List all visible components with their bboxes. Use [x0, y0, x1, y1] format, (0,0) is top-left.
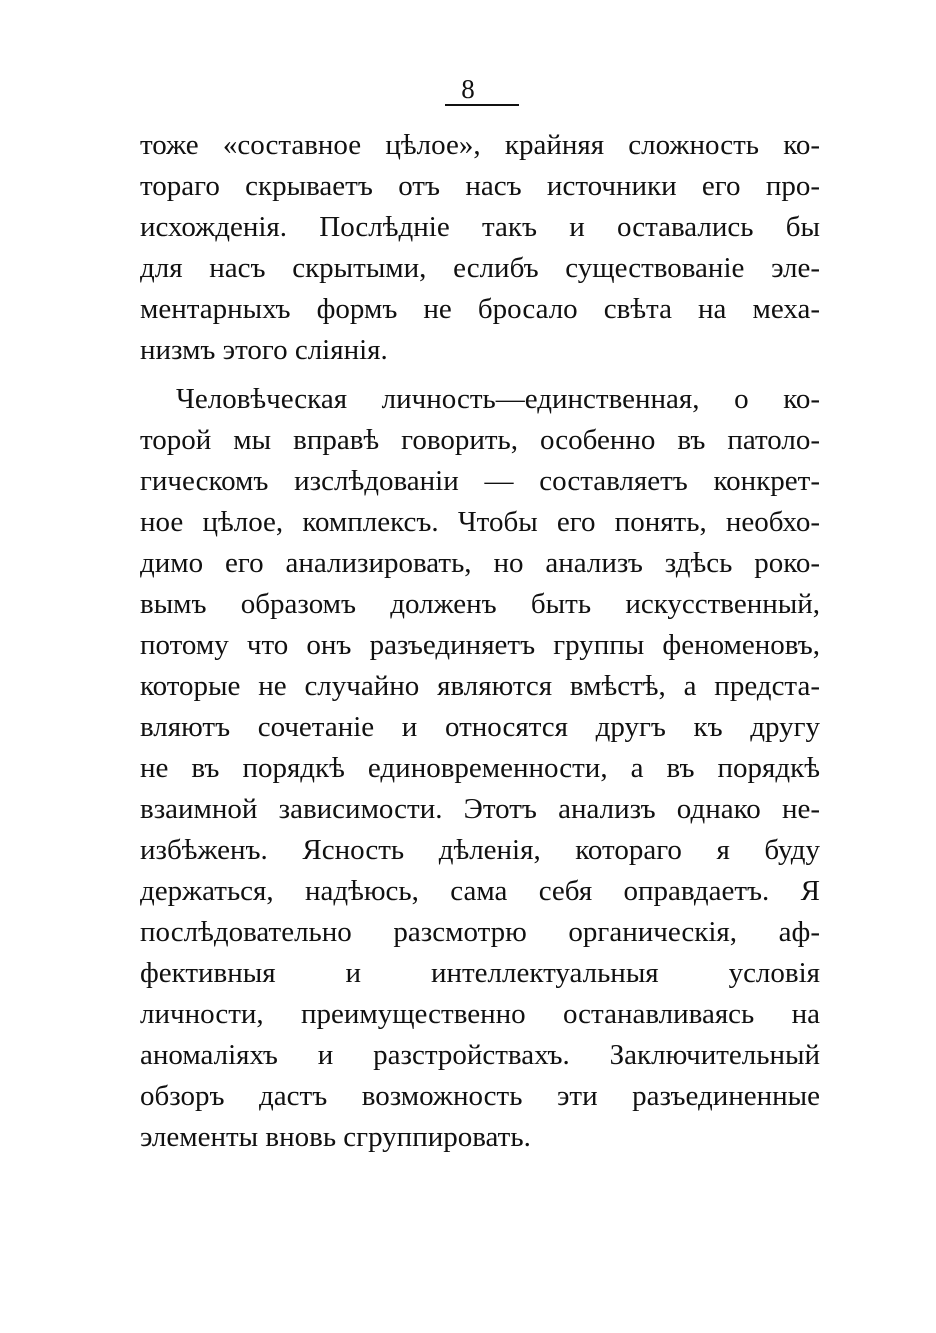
- text-line: личности, преимущественно останавливаясь на: [140, 998, 820, 1030]
- text-line: тораго скрываетъ отъ насъ источники его про-: [140, 170, 820, 202]
- text-line: элементы вновь сгруппировать.: [140, 1121, 531, 1153]
- paragraph-gap: [140, 371, 820, 379]
- text-line: взаимной зависимости. Этотъ анализъ однако не-: [140, 793, 820, 825]
- body-text: [140, 125, 820, 1158]
- text-line: вымъ образомъ долженъ быть искусственный,: [140, 588, 820, 620]
- text-line: обзоръ дастъ возможность эти разъединенные: [140, 1080, 820, 1112]
- text-line: низмъ этого сліянія.: [140, 334, 388, 366]
- text-line: ное цѣлое, комплексъ. Чтобы его понять, необхо-: [140, 506, 820, 538]
- text-line: тоже «составное цѣлое», крайняя сложность ко-: [140, 129, 820, 161]
- text-line: фективныя и интеллектуальныя условія: [140, 957, 820, 989]
- page-number: 8: [461, 74, 475, 104]
- text-line: гическомъ изслѣдованіи — составляетъ конкрет-: [140, 465, 820, 497]
- text-line: димо его анализировать, но анализъ здѣсь роко-: [140, 547, 820, 579]
- text-line: потому что онъ разъединяетъ группы феноменовъ,: [140, 629, 820, 661]
- text-line: которые не случайно являются вмѣстѣ, а предста-: [140, 670, 820, 702]
- text-line: Человѣческая личность—единственная, о ко-: [176, 383, 820, 415]
- text-line: послѣдовательно разсмотрю органическія, аф-: [140, 916, 820, 948]
- page-number-rule: [445, 104, 519, 106]
- text-line: торой мы вправѣ говорить, особенно въ патоло-: [140, 424, 820, 456]
- text-line: аномаліяхъ и разстройствахъ. Заключительный: [140, 1039, 820, 1071]
- text-line: вляютъ сочетаніе и относятся другъ къ другу: [140, 711, 820, 743]
- text-line: держаться, надѣюсь, сама себя оправдаетъ. Я: [140, 875, 820, 907]
- text-line: ментарныхъ формъ не бросало свѣта на меха-: [140, 293, 820, 325]
- text-line: не въ порядкѣ единовременности, а въ порядкѣ: [140, 752, 820, 784]
- text-line: для насъ скрытыми, еслибъ существованіе эле-: [140, 252, 820, 284]
- text-line: исхожденія. Послѣдніе такъ и оставались бы: [140, 211, 820, 243]
- text-line: избѣженъ. Ясность дѣленія, котораго я буду: [140, 834, 820, 866]
